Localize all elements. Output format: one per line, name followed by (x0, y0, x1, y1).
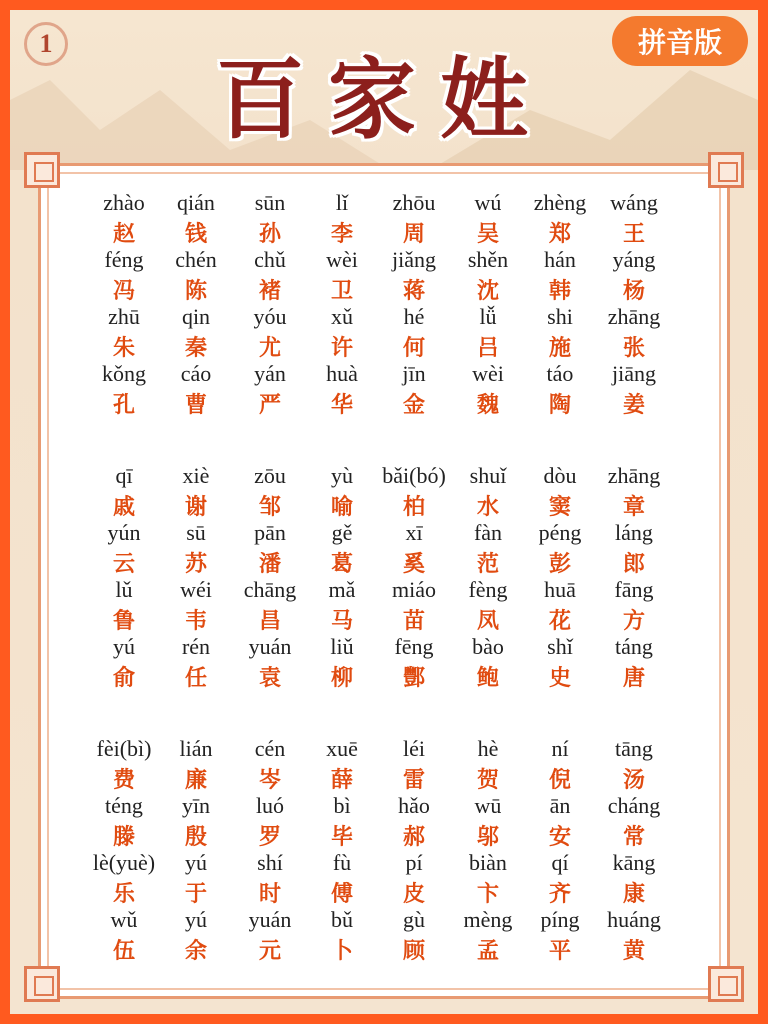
pinyin: bào (472, 634, 504, 659)
surname-character: 章 (622, 495, 645, 520)
pinyin: chén (175, 247, 217, 272)
surname-character: 郝 (402, 825, 425, 850)
pinyin: téng (105, 793, 143, 818)
pinyin: mǎ (328, 577, 356, 602)
pinyin: biàn (469, 850, 507, 875)
surname-character: 谢 (184, 495, 207, 520)
pinyin: qin (181, 304, 211, 329)
pinyin: pí (405, 850, 423, 875)
pinyin: lǔ (115, 577, 133, 602)
pinyin: táo (546, 361, 574, 386)
page-title: 百家姓 (215, 47, 552, 151)
pinyin: cáo (180, 361, 212, 386)
pinyin: yán (254, 361, 286, 386)
surname-character: 薛 (330, 768, 353, 793)
pinyin: qián (177, 190, 215, 215)
surname-character: 罗 (258, 825, 281, 850)
pinyin: bǎi(bó) (382, 463, 446, 488)
surname-character: 唐 (622, 666, 645, 691)
surname-character: 陶 (548, 393, 571, 418)
surname-character: 凤 (476, 609, 499, 634)
pinyin: zōu (254, 463, 286, 488)
pinyin: wèi (472, 361, 504, 386)
surname-character: 戚 (112, 495, 135, 520)
pinyin: lǚ (479, 304, 497, 329)
surname-character: 卫 (330, 279, 353, 304)
surname-character: 曹 (184, 393, 207, 418)
surname-character: 吴 (476, 222, 499, 247)
pinyin: qī (115, 463, 133, 488)
pinyin: yáng (612, 247, 656, 272)
pinyin: fēng (394, 634, 434, 659)
surname-character: 尤 (258, 336, 281, 361)
surname-character: 蒋 (402, 279, 425, 304)
surname-character: 平 (548, 939, 571, 964)
pinyin: dòu (543, 463, 577, 488)
surname-character: 常 (622, 825, 645, 850)
surname-character: 褚 (258, 279, 281, 304)
surname-character: 韦 (184, 609, 207, 634)
surname-character: 葛 (330, 552, 353, 577)
pinyin: shěn (467, 247, 509, 272)
pinyin: shi (547, 304, 573, 329)
surname-character: 孙 (258, 222, 281, 247)
surname-character: 孔 (112, 393, 135, 418)
pinyin: shí (257, 850, 283, 875)
pinyin: yīn (181, 793, 211, 818)
pinyin: yù (331, 463, 353, 488)
pinyin: miáo (392, 577, 436, 602)
pinyin: yú (113, 634, 135, 659)
pinyin: táng (615, 634, 653, 659)
surname-character: 秦 (184, 336, 207, 361)
pinyin: yú (185, 907, 207, 932)
surname-character: 苏 (184, 552, 207, 577)
pinyin: wáng (610, 190, 658, 215)
pinyin: sū (186, 520, 206, 545)
surname-character: 傅 (330, 882, 353, 907)
pinyin: féng (104, 247, 144, 272)
pinyin: fù (332, 850, 352, 875)
pinyin: sūn (254, 190, 286, 215)
surname-character: 窦 (548, 495, 571, 520)
corner-ornament (708, 966, 744, 1002)
surname-character: 周 (402, 222, 425, 247)
surname-character: 郑 (548, 222, 571, 247)
surname-character: 奚 (402, 552, 425, 577)
surname-character: 朱 (112, 336, 135, 361)
pinyin: zhū (108, 304, 140, 329)
pinyin: xī (405, 520, 423, 545)
surname-character: 雷 (402, 768, 425, 793)
surname-character: 毕 (330, 825, 353, 850)
surname-character: 卜 (330, 939, 353, 964)
surname-character: 李 (330, 222, 353, 247)
pinyin: kǒng (102, 361, 146, 386)
pinyin: huà (326, 361, 358, 386)
pinyin: yuán (248, 907, 292, 932)
surname-character: 冯 (112, 279, 135, 304)
corner-ornament (708, 152, 744, 188)
pinyin: yún (107, 520, 141, 545)
pinyin: yú (185, 850, 207, 875)
surname-character: 水 (476, 495, 499, 520)
surname-character: 汤 (622, 768, 645, 793)
surname-character: 杨 (622, 279, 645, 304)
pinyin: cháng (607, 793, 661, 818)
pinyin: liǔ (330, 634, 354, 659)
surname-character: 廉 (184, 768, 207, 793)
pinyin: jiāng (612, 361, 656, 386)
pinyin: lè(yuè) (92, 850, 156, 875)
surname-character: 何 (402, 336, 425, 361)
pinyin: xǔ (331, 304, 353, 329)
surname-character: 邬 (476, 825, 499, 850)
surname-character: 华 (330, 393, 353, 418)
surname-character: 许 (330, 336, 353, 361)
corner-ornament (24, 966, 60, 1002)
surname-character: 于 (184, 882, 207, 907)
surname-character: 史 (548, 666, 571, 691)
pinyin: hán (544, 247, 576, 272)
pinyin: wǔ (110, 907, 138, 932)
surname-character: 顾 (402, 939, 425, 964)
pinyin: shǐ (547, 634, 573, 659)
surname-character: 喻 (330, 495, 353, 520)
surname-character: 姜 (622, 393, 645, 418)
pinyin-edition-badge: 拼音版 (612, 16, 748, 66)
pinyin: qí (551, 850, 569, 875)
surname-character: 康 (622, 882, 645, 907)
surname-character: 昌 (258, 609, 281, 634)
surname-character: 彭 (548, 552, 571, 577)
pinyin: kāng (612, 850, 656, 875)
pinyin: wū (474, 793, 502, 818)
pinyin: fàn (473, 520, 503, 545)
surname-character: 齐 (548, 882, 571, 907)
pinyin: píng (540, 907, 580, 932)
pinyin: luó (255, 793, 285, 818)
pinyin: léi (403, 736, 425, 761)
surname-character: 元 (258, 939, 281, 964)
pinyin: xiè (182, 463, 210, 488)
surname-character: 伍 (112, 939, 135, 964)
pinyin: gě (331, 520, 353, 545)
surname-character: 钱 (184, 222, 207, 247)
pinyin: chāng (243, 577, 297, 602)
pinyin: zhào (103, 190, 145, 215)
surname-character: 郎 (622, 552, 645, 577)
surname-character: 鲍 (476, 666, 499, 691)
surname-character: 魏 (476, 393, 499, 418)
pinyin: bì (333, 793, 351, 818)
pinyin: lián (179, 736, 213, 761)
pinyin: ní (551, 736, 569, 761)
surname-character: 方 (622, 609, 645, 634)
surname-character: 施 (548, 336, 571, 361)
pinyin: gù (403, 907, 425, 932)
surname-character: 潘 (258, 552, 281, 577)
surname-character: 王 (622, 222, 645, 247)
pinyin: lǐ (335, 190, 349, 215)
surname-character: 花 (548, 609, 571, 634)
surname-character: 卞 (476, 882, 499, 907)
surname-character: 滕 (112, 825, 135, 850)
surname-character: 邹 (258, 495, 281, 520)
surname-character: 贺 (476, 768, 499, 793)
surname-character: 乐 (112, 882, 135, 907)
pinyin: cén (254, 736, 286, 761)
surname-character: 孟 (476, 939, 499, 964)
pinyin: shuǐ (469, 463, 507, 488)
surname-character: 鲁 (112, 609, 135, 634)
pinyin: mèng (463, 907, 513, 932)
surname-character: 安 (548, 825, 571, 850)
surname-character: 余 (184, 939, 207, 964)
pinyin: wèi (326, 247, 358, 272)
surname-character: 时 (258, 882, 281, 907)
surname-character: 柏 (402, 495, 425, 520)
surname-character: 任 (184, 666, 207, 691)
pinyin: xuē (326, 736, 358, 761)
surname-character: 黄 (622, 939, 645, 964)
pinyin: ān (549, 793, 571, 818)
surname-character: 倪 (548, 768, 571, 793)
pinyin: zhāng (607, 463, 661, 488)
surname-character: 苗 (402, 609, 425, 634)
pinyin: hè (477, 736, 499, 761)
pinyin: zhōu (392, 190, 436, 215)
surname-character: 范 (476, 552, 499, 577)
surname-character: 吕 (476, 336, 499, 361)
surname-character: 金 (402, 393, 425, 418)
pinyin: jiǎng (392, 247, 436, 272)
pinyin: fèi(bì) (96, 736, 152, 761)
pinyin: chǔ (254, 247, 286, 272)
surname-character: 岑 (258, 768, 281, 793)
corner-ornament (24, 152, 60, 188)
pinyin: láng (615, 520, 653, 545)
pinyin: fāng (614, 577, 654, 602)
surname-character: 柳 (330, 666, 353, 691)
pinyin: jīn (402, 361, 426, 386)
pinyin: rén (181, 634, 211, 659)
pinyin: huā (544, 577, 576, 602)
pinyin: wú (474, 190, 502, 215)
surname-character: 俞 (112, 666, 135, 691)
pinyin: pān (254, 520, 286, 545)
pinyin: bǔ (331, 907, 353, 932)
surname-character: 韩 (548, 279, 571, 304)
surname-character: 沈 (476, 279, 499, 304)
pinyin: hǎo (398, 793, 430, 818)
pinyin: yuán (248, 634, 292, 659)
surname-character: 严 (258, 393, 281, 418)
surname-character: 赵 (112, 222, 135, 247)
pinyin: fèng (468, 577, 508, 602)
surname-character: 马 (330, 609, 353, 634)
pinyin: zhāng (607, 304, 661, 329)
surname-character: 陈 (184, 279, 207, 304)
pinyin: tāng (615, 736, 653, 761)
surname-character: 殷 (184, 825, 207, 850)
pinyin: yóu (253, 304, 287, 329)
pinyin: péng (538, 520, 582, 545)
surname-character: 袁 (258, 666, 281, 691)
surname-character: 费 (112, 768, 135, 793)
surname-character: 云 (112, 552, 135, 577)
pinyin: huáng (607, 907, 661, 932)
number-badge: 1 (24, 22, 68, 66)
pinyin: hé (403, 304, 425, 329)
surname-character: 酆 (402, 666, 425, 691)
surname-character: 张 (622, 336, 645, 361)
surname-character: 皮 (402, 882, 425, 907)
pinyin: wéi (180, 577, 212, 602)
pinyin: zhèng (533, 190, 587, 215)
